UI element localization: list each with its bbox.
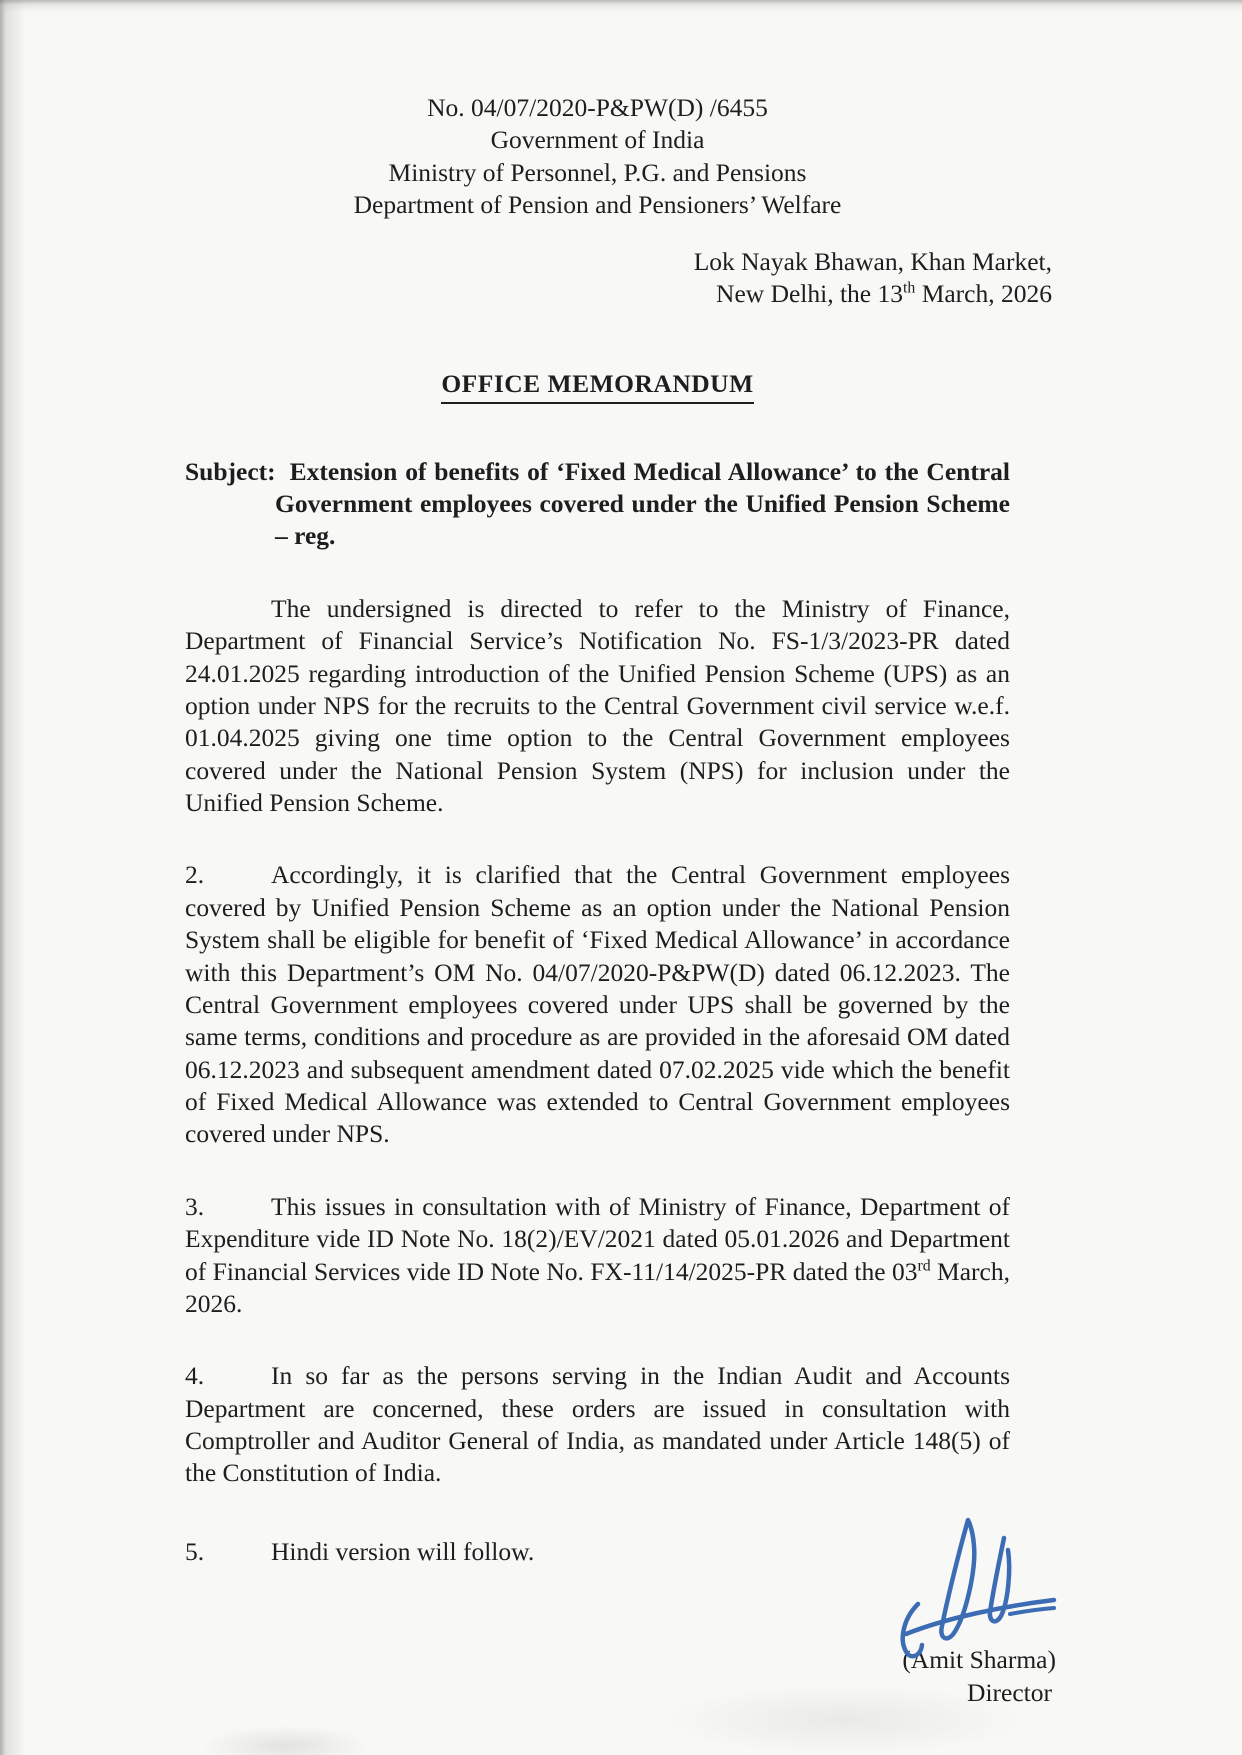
paragraph-4-text: In so far as the persons serving in the Indian Audit and Accounts Department are concerned, these orders are issued in consultation with Comptroller and Auditor General of India, as mandated under Article 148(5) of the Constitution of India. [185, 1361, 1010, 1488]
subject-text: Extension of benefits of ‘Fixed Medical Allowance’ to the Central Government employees covered under the Unified Pension Scheme – reg. [275, 456, 1010, 551]
paragraph-4-number: 4. [185, 1361, 205, 1391]
org-line-ministry: Ministry of Personnel, P.G. and Pensions [388, 157, 807, 187]
memo-title-text: OFFICE MEMORANDUM [441, 368, 753, 403]
paragraph-2 [185, 859, 1010, 1150]
paragraph-5 [185, 1536, 1010, 1568]
paragraph-4 [185, 1360, 1010, 1490]
reference-number: No. 04/07/2020-P&PW(D) /6455 [427, 93, 768, 122]
date-line [185, 278, 1052, 310]
document-header [185, 92, 1010, 222]
paragraph-3 [185, 1191, 1010, 1321]
signatory-designation: Director [967, 1677, 1052, 1707]
address-line: Lok Nayak Bhawan, Khan Market, [693, 246, 1052, 276]
org-line-department: Department of Pension and Pensioners’ Welfare [353, 190, 842, 220]
signature-stroke-right-dash [1010, 1608, 1054, 1614]
signature-stroke-cross-line [906, 1600, 1054, 1634]
memo-title [185, 368, 1010, 403]
date-ordinal-superscript: th [903, 279, 916, 297]
paragraph-3-number: 3. [185, 1191, 205, 1221]
date-prefix: New Delhi, the 13 [716, 278, 904, 308]
subject-label: Subject: [185, 456, 276, 486]
paragraph-3-ordinal-superscript: rd [917, 1257, 931, 1274]
paragraph-2-text: Accordingly, it is clarified that the Central Government employees covered by Unified Pension Scheme as an option under the National Pension System shall be eligible for benefit of ‘Fixed Medical Allowance’ in accordance with this Department’s OM No. 04/07/2020-P&PW(D) dated 06.12.2023. The Central Government employees covered under UPS shall be governed by the same terms, conditions and procedure as are provided in the aforesaid OM dated 06.12.2023 and subsequent amendment dated 07.02.2025 vide which the benefit of Fixed Medical Allowance was extended to Central Government employees covered under NPS. [185, 860, 1010, 1149]
paragraph-5-number: 5. [185, 1536, 205, 1566]
org-line-government: Government of India [490, 125, 705, 155]
paragraph-2-number: 2. [185, 860, 205, 890]
date-suffix: March, 2026 [915, 278, 1052, 308]
paragraph-1 [185, 593, 1010, 820]
paragraph-3-text-after: March, 2026. [185, 1256, 1010, 1318]
signatory-name: (Amit Sharma) [902, 1645, 1056, 1675]
signature-block [185, 1644, 1056, 1709]
subject-block [185, 456, 1010, 553]
address-block [185, 246, 1052, 311]
paragraph-5-text: Hindi version will follow. [271, 1536, 535, 1566]
paragraph-1-text: The undersigned is directed to refer to the Ministry of Finance, Department of Financial Service’s Notification No. FS-1/3/2023-PR dated 24.01.2025 regarding introduction of the Unified Pension Scheme (UPS) as an option under NPS for the recruits to the Central Government civil service w.e.f. 01.04.2025 giving one time option to the Central Government employees covered under the National Pension System (NPS) for inclusion under the Unified Pension Scheme. [185, 593, 1010, 817]
paragraph-3-text-before: This issues in consultation with of Ministry of Finance, Department of Expenditure vide ID Note No. 18(2)/EV/2021 dated 05.01.2026 and Department of Financial Services vide ID Note No. FX-11/14/2025-PR dated the 03 [185, 1191, 1010, 1286]
signature-ink-image [884, 1512, 1062, 1662]
